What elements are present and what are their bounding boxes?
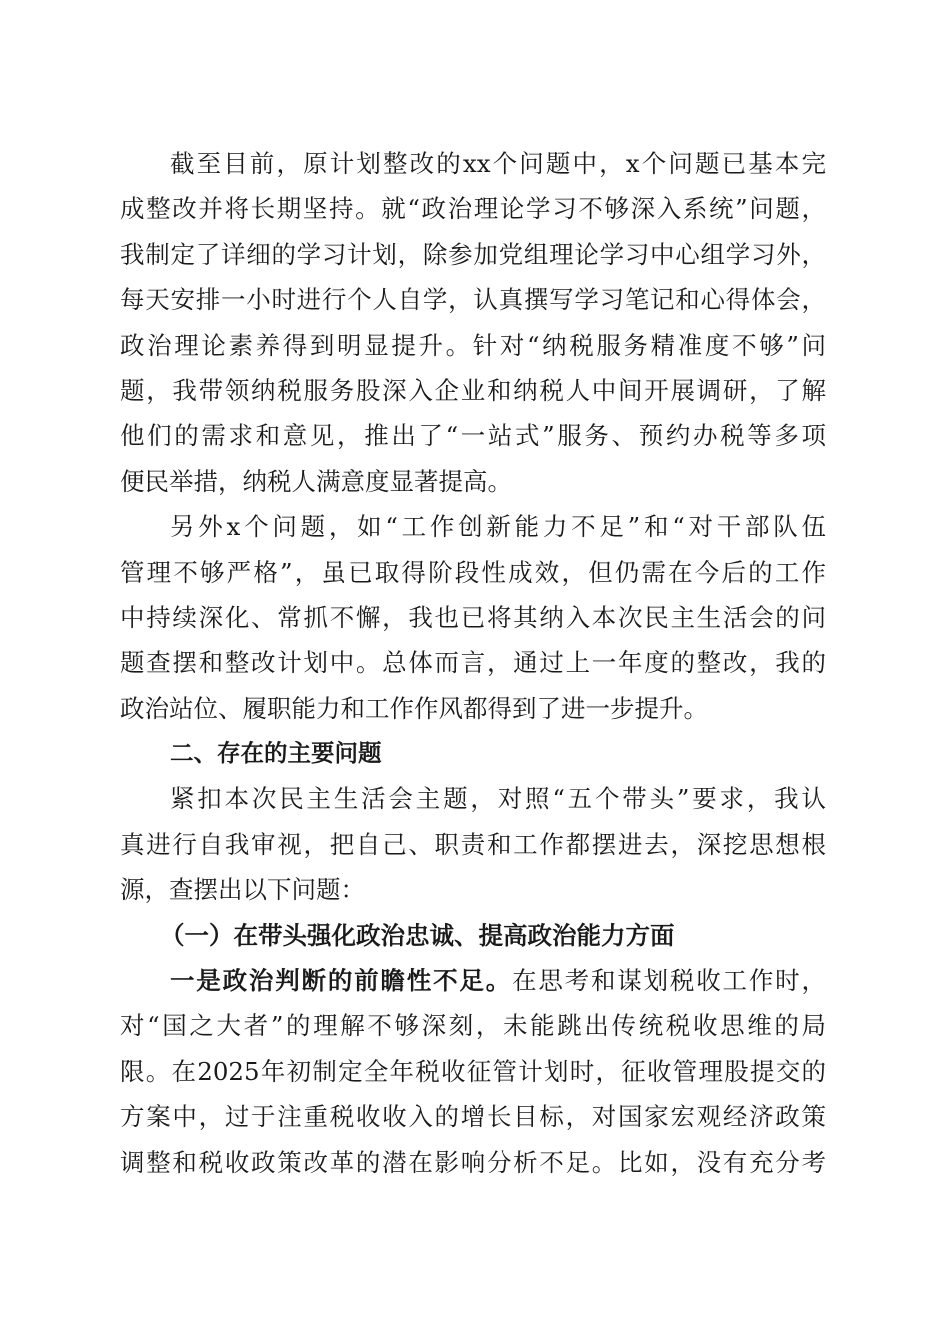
paragraph-line: 调整和税收政策改革的潜在影响分析不足。比如，没有充分考 (120, 1147, 826, 1177)
subsection-heading: （一）在带头强化政治忠诚、提高政治能力方面 (160, 920, 675, 950)
paragraph-first-line (120, 958, 826, 1003)
paragraph-line: 真进行自我审视，把自己、职责和工作都摆进去，深挖思想根 (120, 829, 826, 859)
paragraph-line: 管理不够严格”，虽已取得阶段性成效，但仍需在今后的工作 (120, 557, 826, 587)
paragraph-political-judgment (120, 958, 826, 1185)
paragraph-line: 我制定了详细的学习计划，除参加党组理论学习中心组学习外， (120, 239, 826, 269)
paragraph-line-rest: 在思考和谋划税收工作时， (512, 966, 826, 996)
section-heading: 二、存在的主要问题 (170, 739, 382, 768)
paragraph-line: 题查摆和整改计划中。总体而言，通过上一年度的整改，我的 (120, 648, 826, 678)
paragraph-line: 便民举措，纳税人满意度显著提高。 (120, 466, 512, 496)
paragraph-line: 方案中，过于注重税收收入的增长目标，对国家宏观经济政策 (120, 1102, 826, 1132)
paragraph-line: 政治理论素养得到明显提升。针对“纳税服务精准度不够”问 (120, 330, 826, 360)
paragraph-line: 中持续深化、常抓不懈，我也已将其纳入本次民主生活会的问 (120, 602, 826, 632)
paragraph-line: 另外x个问题，如“工作创新能力不足”和“对干部队伍 (170, 512, 826, 542)
paragraph-line: 截至目前，原计划整改的xx个问题中，x个问题已基本完 (170, 149, 826, 178)
paragraph-line: 紧扣本次民主生活会主题，对照“五个带头”要求，我认 (170, 784, 826, 814)
paragraph-line: 源，查摆出以下问题： (120, 875, 365, 905)
paragraph-remaining-issues (120, 504, 826, 731)
paragraph-line: 他们的需求和意见，推出了“一站式”服务、预约办税等多项 (120, 421, 826, 451)
paragraph-line: 政治站位、履职能力和工作作风都得到了进一步提升。 (120, 693, 708, 723)
paragraph-line: 题，我带领纳税服务股深入企业和纳税人中间开展调研，了解 (120, 375, 826, 405)
paragraph-line: 对“国之大者”的理解不够深刻，未能跳出传统税收思维的局 (120, 1011, 826, 1041)
paragraph-line: 成整改并将长期坚持。就“政治理论学习不够深入系统”问题， (120, 194, 826, 224)
paragraph-progress-summary (120, 141, 826, 504)
document-body (120, 141, 826, 1185)
paragraph-lead-phrase: 一是政治判断的前瞻性不足。 (170, 966, 513, 996)
paragraph-line: 限。在2025年初制定全年税收征管计划时，征收管理股提交的 (120, 1056, 826, 1086)
paragraph-self-review-intro (120, 776, 826, 912)
paragraph-line: 每天安排一小时进行个人自学，认真撰写学习笔记和心得体会， (120, 285, 826, 315)
